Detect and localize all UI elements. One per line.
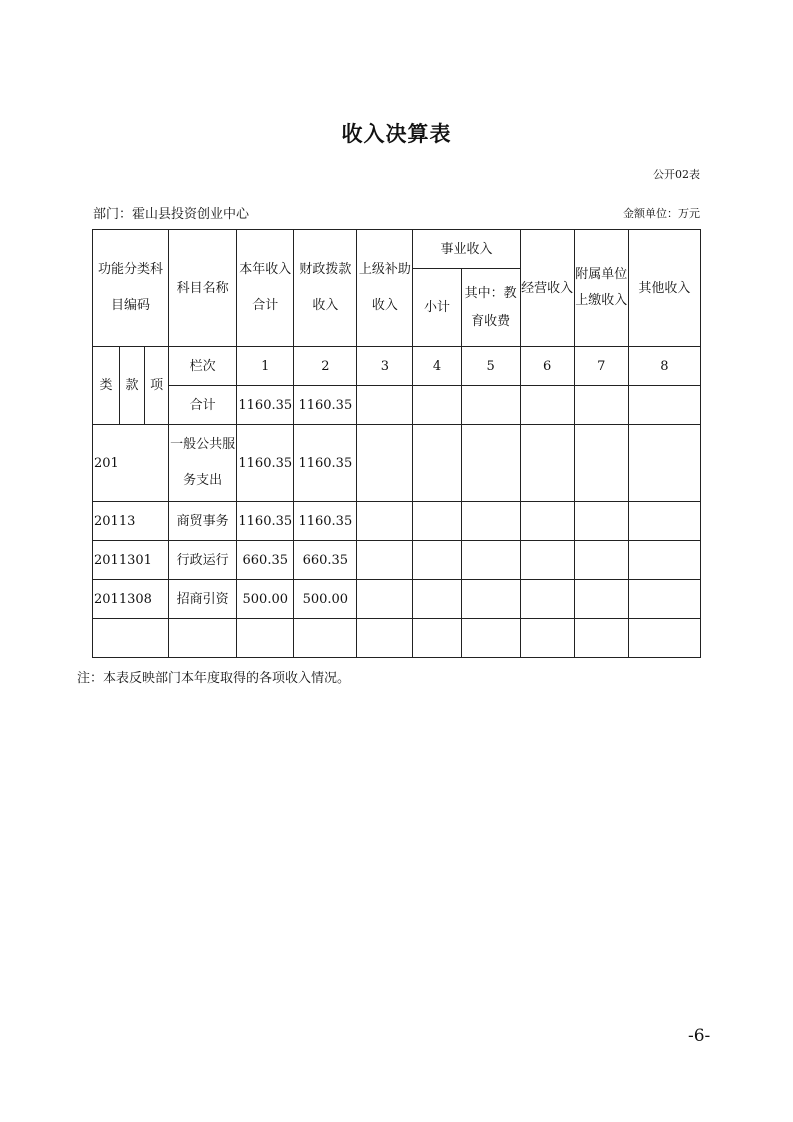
- empty-cell: [357, 580, 413, 619]
- table-row: [93, 502, 701, 541]
- affiliated-income-header: 附属单位上缴收入: [574, 230, 628, 347]
- empty-cell: [628, 580, 700, 619]
- empty-cell: [574, 580, 628, 619]
- empty-cell: [357, 541, 413, 580]
- xiang-header: 项: [145, 347, 169, 425]
- fiscal-value: 1160.35: [294, 502, 357, 541]
- subject-code: 2011301: [93, 541, 169, 580]
- empty-cell: [628, 386, 700, 425]
- empty-cell: [574, 425, 628, 502]
- empty-cell: [357, 619, 413, 658]
- empty-cell: [628, 425, 700, 502]
- total-value: 1160.35: [237, 386, 294, 425]
- empty-cell: [237, 619, 294, 658]
- empty-cell: [574, 541, 628, 580]
- table-row: [93, 541, 701, 580]
- operating-income-header: 经营收入: [520, 230, 574, 347]
- empty-cell: [461, 619, 520, 658]
- other-income-header: 其他收入: [628, 230, 700, 347]
- empty-cell: [357, 425, 413, 502]
- lanci-label: 栏次: [169, 347, 237, 386]
- total-value: 1160.35: [294, 386, 357, 425]
- empty-cell: [574, 386, 628, 425]
- department-label: 部门：霍山县投资创业中心: [93, 207, 250, 222]
- empty-cell: [169, 619, 237, 658]
- total-income-header: 本年收入合计: [237, 230, 294, 347]
- empty-cell: [628, 619, 700, 658]
- kuan-header: 款: [120, 347, 145, 425]
- empty-cell: [413, 619, 461, 658]
- education-fee-header: 其中：教育收费: [461, 269, 520, 347]
- total-row: [93, 386, 701, 425]
- column-number: 4: [413, 347, 461, 386]
- fiscal-value: 500.00: [294, 580, 357, 619]
- total-income-value: 660.35: [237, 541, 294, 580]
- table-row: [93, 425, 701, 502]
- empty-cell: [357, 502, 413, 541]
- empty-cell: [520, 580, 574, 619]
- subject-name: 行政运行: [169, 541, 237, 580]
- empty-cell: [461, 425, 520, 502]
- header-row: [93, 230, 701, 269]
- subject-code: 201: [93, 425, 169, 502]
- empty-cell: [520, 502, 574, 541]
- total-income-value: 500.00: [237, 580, 294, 619]
- empty-cell: [461, 541, 520, 580]
- subject-code: 2011308: [93, 580, 169, 619]
- subject-name-header: 科目名称: [169, 230, 237, 347]
- subject-code: 20113: [93, 502, 169, 541]
- empty-cell: [628, 502, 700, 541]
- empty-cell: [413, 541, 461, 580]
- total-income-value: 1160.35: [237, 425, 294, 502]
- page-number: -6-: [688, 1026, 711, 1046]
- empty-cell: [413, 580, 461, 619]
- empty-cell: [413, 425, 461, 502]
- footnote: 注：本表反映部门本年度取得的各项收入情况。: [77, 671, 351, 686]
- empty-row: [93, 619, 701, 658]
- empty-cell: [461, 502, 520, 541]
- column-number: 2: [294, 347, 357, 386]
- fiscal-value: 660.35: [294, 541, 357, 580]
- empty-cell: [520, 425, 574, 502]
- total-label: 合计: [169, 386, 237, 425]
- subject-name: 招商引资: [169, 580, 237, 619]
- column-number: 5: [461, 347, 520, 386]
- total-income-value: 1160.35: [237, 502, 294, 541]
- empty-cell: [413, 502, 461, 541]
- business-income-header: 事业收入: [413, 230, 520, 269]
- empty-cell: [357, 386, 413, 425]
- column-number: 3: [357, 347, 413, 386]
- column-number: 6: [520, 347, 574, 386]
- empty-cell: [520, 619, 574, 658]
- income-table: [92, 229, 701, 658]
- subject-name: 一般公共服务支出: [169, 425, 237, 502]
- empty-cell: [461, 580, 520, 619]
- fiscal-value: 1160.35: [294, 425, 357, 502]
- lei-header: 类: [93, 347, 120, 425]
- table-row: [93, 580, 701, 619]
- empty-cell: [520, 541, 574, 580]
- amount-unit: 金额单位：万元: [623, 207, 700, 220]
- form-number: 公开02表: [653, 168, 700, 181]
- fiscal-header: 财政拨款收入: [294, 230, 357, 347]
- empty-cell: [294, 619, 357, 658]
- page-title: 收入决算表: [341, 122, 452, 146]
- func-code-header: 功能分类科目编码: [93, 230, 169, 347]
- empty-cell: [93, 619, 169, 658]
- subject-name: 商贸事务: [169, 502, 237, 541]
- superior-subsidy-header: 上级补助收入: [357, 230, 413, 347]
- empty-cell: [413, 386, 461, 425]
- empty-cell: [574, 502, 628, 541]
- subtotal-header: 小计: [413, 269, 461, 347]
- empty-cell: [461, 386, 520, 425]
- empty-cell: [574, 619, 628, 658]
- column-number-row: [93, 347, 701, 386]
- column-number: 8: [628, 347, 700, 386]
- empty-cell: [520, 386, 574, 425]
- column-number: 7: [574, 347, 628, 386]
- empty-cell: [628, 541, 700, 580]
- column-number: 1: [237, 347, 294, 386]
